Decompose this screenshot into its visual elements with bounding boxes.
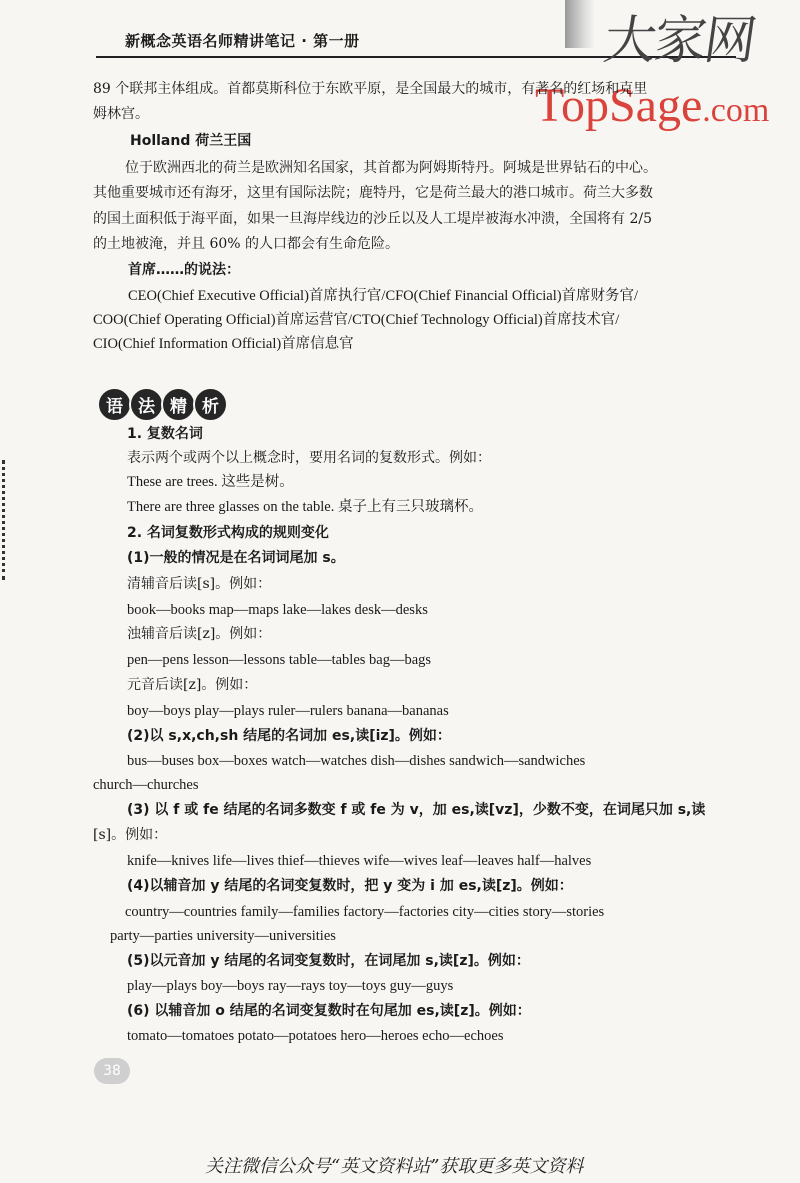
heading-badge: 语 bbox=[97, 387, 132, 422]
text-line: 位于欧洲西北的荷兰是欧洲知名国家，其首都为阿姆斯特丹。阿城是世界钻石的中心。 bbox=[125, 160, 657, 176]
example-line: book—books map—maps lake—lakes desk—desks bbox=[127, 602, 428, 618]
text-line: 的国土面积低于海平面，如果一旦海岸线边的沙丘以及人工堤岸被海水冲溃，全国将有 2/5 bbox=[93, 211, 652, 227]
text-line: 姆林宫。 bbox=[93, 106, 149, 122]
text-line: 元音后读[z]。例如： bbox=[127, 677, 258, 693]
rule-subheading: (5)以元音加 y 结尾的名词变复数时，在词尾加 s,读[z]。例如： bbox=[127, 953, 530, 969]
subheading-holland: Holland 荷兰王国 bbox=[130, 133, 252, 149]
header-bar bbox=[565, 0, 595, 48]
logo-en-domain: .com bbox=[702, 92, 770, 129]
header-title: 新概念英语名师精讲笔记 · 第一册 bbox=[125, 32, 360, 50]
example-line: pen—pens lesson—lessons table—tables bag—bags bbox=[127, 652, 432, 668]
footer-note: 关注微信公众号“英文资料站”获取更多英文资料 bbox=[205, 1156, 584, 1177]
heading-badge: 精 bbox=[161, 387, 196, 422]
example-line: knife—knives life—lives thief—thieves wife—wives leaf—leaves half—halves bbox=[127, 853, 592, 869]
rule-heading: 2. 名词复数形式构成的规则变化 bbox=[127, 525, 329, 541]
example-line: These are trees. 这些是树。 bbox=[127, 474, 294, 490]
subheading-chief: 首席……的说法： bbox=[128, 262, 240, 278]
text-line: 其他重要城市还有海牙，这里有国际法院；鹿特丹，它是荷兰最大的港口城市。荷兰大多数 bbox=[93, 185, 653, 201]
text-line: COO(Chief Operating Official)首席运营官/CTO(Chief Technology Official)首席技术官/ bbox=[93, 312, 620, 328]
rule-subheading: (4)以辅音加 y 结尾的名词变复数时，把 y 变为 i 加 es,读[z]。例如： bbox=[127, 878, 573, 894]
example-line: tomato—tomatoes potato—potatoes hero—heroes echo—echoes bbox=[127, 1028, 504, 1044]
text-line: [s]。例如： bbox=[93, 827, 168, 843]
example-line: There are three glasses on the table. 桌子上有三只玻璃杯。 bbox=[127, 499, 483, 515]
text-line: 浊辅音后读[z]。例如： bbox=[127, 626, 272, 642]
heading-badge: 法 bbox=[129, 387, 164, 422]
example-line: party—parties university—universities bbox=[110, 928, 336, 944]
rule-subheading: (3) 以 f 或 fe 结尾的名词多数变 f 或 fe 为 v，加 es,读[vz]，少数不变，在词尾只加 s,读 bbox=[127, 802, 706, 818]
grammar-section-heading bbox=[97, 387, 225, 422]
text-line: 的土地被淹，并且 60% 的人口都会有生命危险。 bbox=[93, 236, 400, 252]
rule-heading: 1. 复数名词 bbox=[127, 426, 203, 442]
rule-subheading: (1)一般的情况是在名词词尾加 s。 bbox=[127, 550, 345, 566]
example-line: play—plays boy—boys ray—rays toy—toys guy—guys bbox=[127, 978, 454, 994]
example-line: church—churches bbox=[93, 777, 199, 793]
text-line: 清辅音后读[s]。例如： bbox=[127, 576, 272, 592]
page-number: 38 bbox=[94, 1058, 130, 1084]
text-line: CIO(Chief Information Official)首席信息官 bbox=[93, 336, 354, 352]
rule-subheading: (2)以 s,x,ch,sh 结尾的名词加 es,读[iz]。例如： bbox=[127, 728, 451, 744]
example-line: bus—buses box—boxes watch—watches dish—dishes sandwich—sandwiches bbox=[127, 753, 586, 769]
example-line: boy—boys play—plays ruler—rulers banana—bananas bbox=[127, 703, 449, 719]
example-line: country—countries family—families factory—factories city—cities story—stories bbox=[125, 904, 605, 920]
logo-en-name: TopSage bbox=[535, 79, 703, 132]
rule-subheading: (6) 以辅音加 o 结尾的名词变复数时在句尾加 es,读[z]。例如： bbox=[127, 1003, 531, 1019]
text-line: 表示两个或两个以上概念时，要用名词的复数形式。例如： bbox=[127, 450, 491, 466]
logo-cn: 大家网 bbox=[600, 11, 759, 71]
heading-badge: 析 bbox=[193, 387, 228, 422]
binding-marks bbox=[2, 460, 15, 580]
text-line: 89 个联邦主体组成。首都莫斯科位于东欧平原，是全国最大的城市，有著名的红场和克里 bbox=[93, 81, 648, 97]
text-line: CEO(Chief Executive Official)首席执行官/CFO(Chief Financial Official)首席财务官/ bbox=[128, 288, 639, 304]
